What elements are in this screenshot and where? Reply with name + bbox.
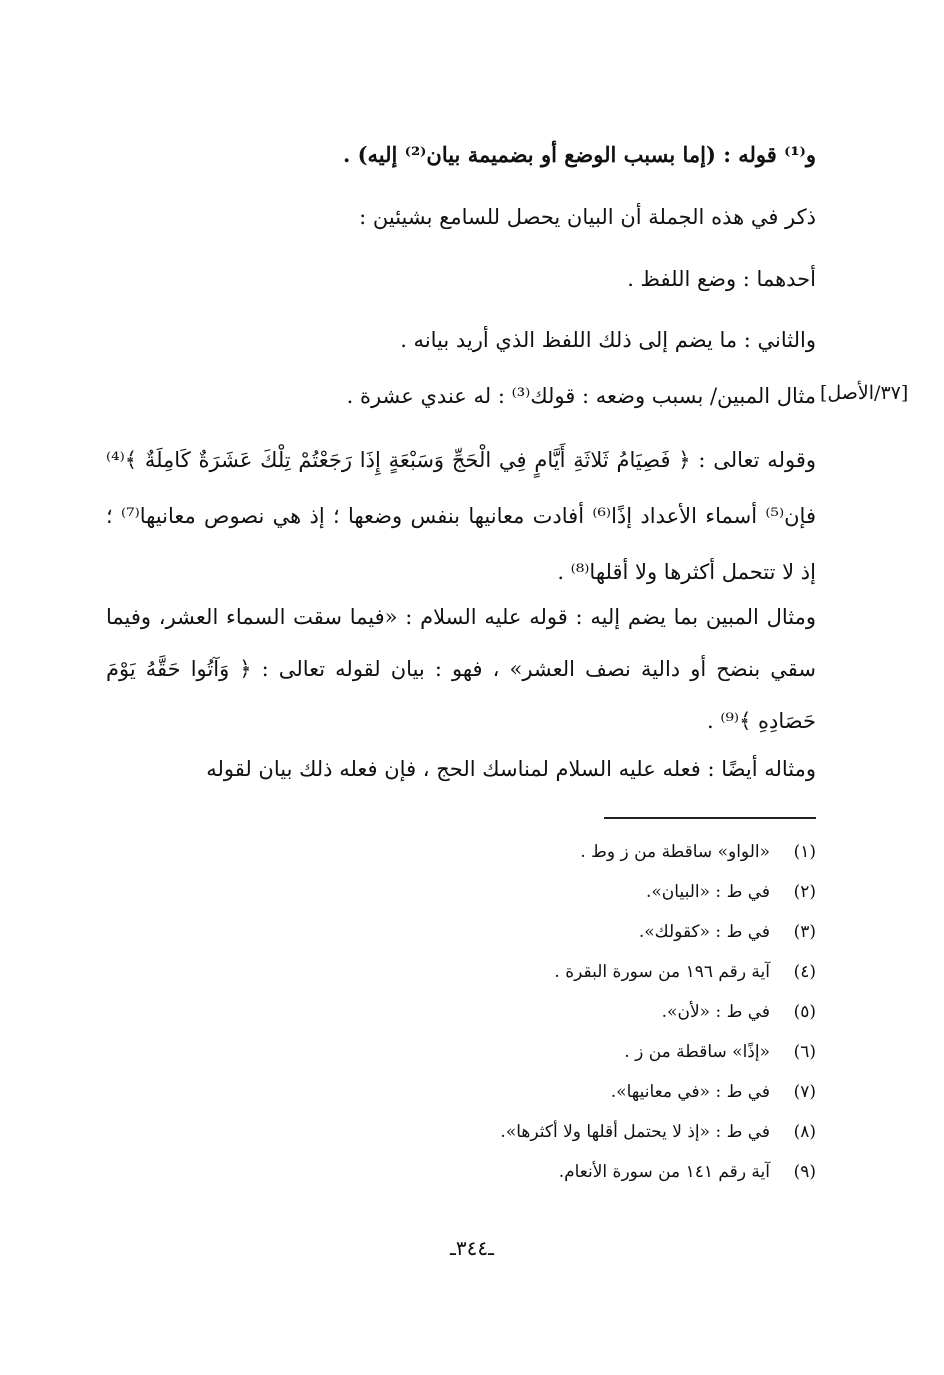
footnote-item — [316, 1112, 816, 1152]
footnote-number: (٨) — [793, 1122, 816, 1142]
paragraph-quran-verse: وقوله تعالى : ﴿ فَصِيَامُ ثَلاثَةِ أَيَّامٍ فِي الْحَجِّ وَسَبْعَةٍ إِذَا رَجَعْتُمْ تِلْكَ عَشَرَةٌ كَامِلَةٌ ﴾⁽⁴⁾ فإن⁽⁵⁾ أسماء الأعداد إذًا⁽⁶⁾ أفادت معانيها بنفس وضعها ؛ إذ هي نصوص معانيها⁽⁷⁾ ؛ إذ لا تتحمل أكثرها ولا أقلها⁽⁸⁾ . — [106, 448, 816, 584]
footnote-text: في ط : «إذ لا يحتمل أقلها ولا أكثرها». — [500, 1122, 770, 1142]
paragraph: والثاني : ما يضم إلى ذلك اللفظ الذي أريد بيانه . — [400, 328, 816, 352]
footnote-number: (١) — [793, 842, 816, 862]
footnote-item — [316, 1152, 816, 1192]
paragraph: ومثاله أيضًا : فعله عليه السلام لمناسك الحج ، فإن فعله ذلك بيان لقوله — [206, 757, 816, 781]
footnote-item — [316, 1032, 816, 1072]
footnote-item — [316, 872, 816, 912]
footnote-number: (٧) — [793, 1082, 816, 1102]
footnote-number: (٣) — [793, 922, 816, 942]
footnote-text: آية رقم ١٤١ من سورة الأنعام. — [558, 1162, 770, 1182]
footnote-number: (٢) — [793, 882, 816, 902]
footnote-number: (٩) — [793, 1162, 816, 1182]
footnote-item — [316, 832, 816, 872]
footnote-text: في ط : «كقولك». — [638, 922, 770, 942]
footnote-number: (٦) — [793, 1042, 816, 1062]
footnote-item — [316, 952, 816, 992]
footnote-text: في ط : «لأن». — [661, 1002, 770, 1022]
footnote-text: «الواو» ساقطة من ز وط . — [580, 842, 770, 862]
footnote-text: في ط : «البيان». — [646, 882, 770, 902]
paragraph: أحدهما : وضع اللفظ . — [627, 267, 816, 291]
paragraph-hadith: ومثال المبين بما يضم إليه : قوله عليه السلام : «فيما سقت السماء العشر، وفيما سقي بنضح أو دالية نصف العشر» ، فهو : بيان لقوله تعالى : ﴿ وَآتُوا حَقَّهُ يَوْمَ حَصَادِهِ ﴾⁽⁹⁾ . — [106, 605, 816, 733]
footnote-text: في ط : «في معانيها». — [610, 1082, 770, 1102]
margin-reference: [٣٧/الأصل] — [820, 382, 909, 404]
paragraph: ذكر في هذه الجملة أن البيان يحصل للسامع بشيئين : — [359, 205, 816, 229]
paragraph: مثال المبين/ بسبب وضعه : قولك⁽³⁾ : له عندي عشرة . — [346, 384, 816, 408]
footnote-item — [316, 1072, 816, 1112]
page-number: ـ٣٤٤ـ — [450, 1236, 494, 1260]
footnote-text: «إذًا» ساقطة من ز . — [624, 1042, 770, 1062]
footnote-text: آية رقم ١٩٦ من سورة البقرة . — [554, 962, 770, 982]
paragraph-heading: و⁽¹⁾ قوله : (إما بسبب الوضع أو بضميمة بيان⁽²⁾ إليه) . — [342, 142, 816, 167]
footnote-item — [316, 992, 816, 1032]
footnote-divider — [604, 817, 816, 819]
footnotes — [316, 832, 816, 1192]
footnote-number: (٤) — [793, 962, 816, 982]
footnote-number: (٥) — [793, 1002, 816, 1022]
footnote-item — [316, 912, 816, 952]
